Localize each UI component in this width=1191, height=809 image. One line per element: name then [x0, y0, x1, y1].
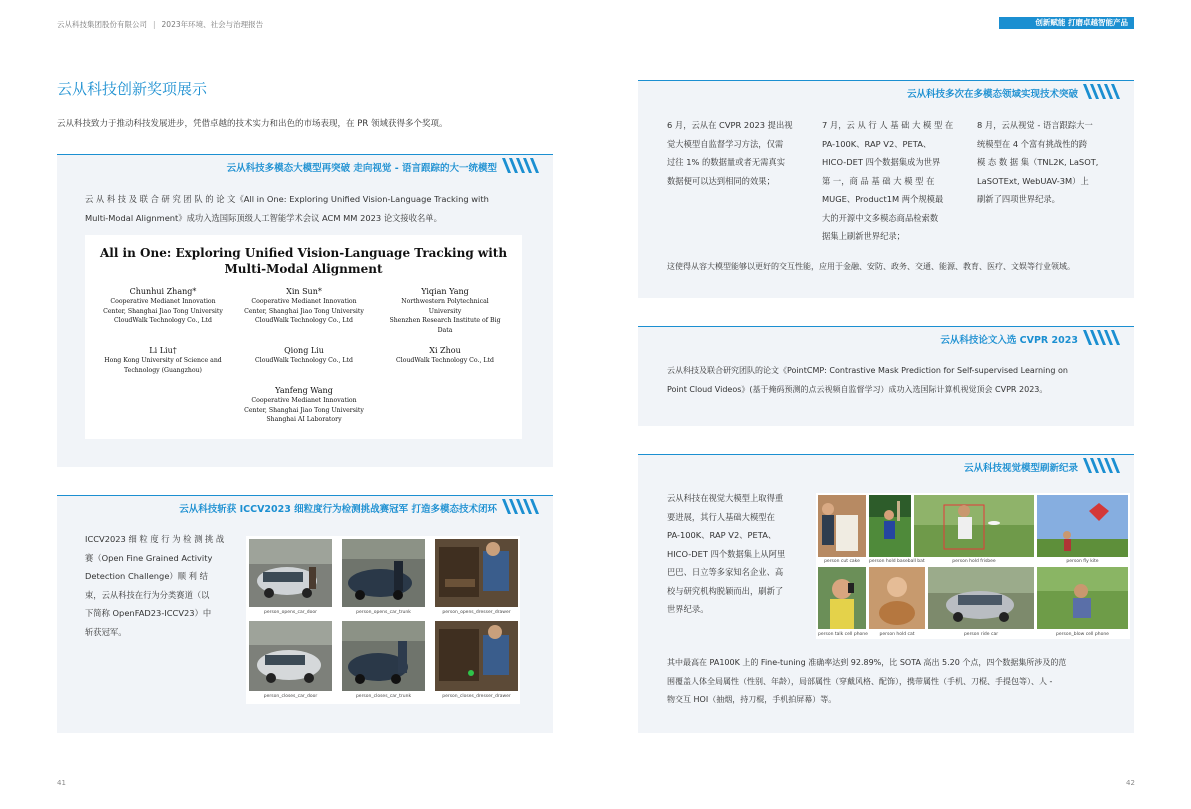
paper-title-line: Multi-Modal Alignment	[224, 262, 383, 276]
photo-caption: person_opens_dresser_drawer	[442, 610, 511, 615]
photo-person-baseball-bat	[869, 495, 911, 557]
footer-line: 物交互 HOI（抽烟，持刀棍，手机拍屏幕）等。	[667, 695, 837, 704]
stripes-decoration-icon	[500, 157, 548, 174]
box-body	[667, 361, 1127, 399]
body-line: PA-100K、RAP V2、PETA、	[822, 138, 932, 149]
box-footer: 这使得从容大模型能够以更好的交互性能，应用于金融、安防、政务、交通、能源、教育、医疗、文娱等行业领域。	[667, 262, 1075, 271]
box-top-rule	[638, 326, 1134, 327]
company-name: 云从科技集团股份有限公司	[57, 20, 147, 29]
author-affiliation: Technology (Guangzhou)	[124, 366, 202, 374]
author-affiliation: Center, Shanghai Jiao Tong University	[244, 307, 364, 315]
photo-car-trunk-open	[342, 539, 425, 607]
author-name: Li Liu†	[149, 346, 177, 355]
intro-text: 云从科技致力于推动科技发展进步，凭借卓越的技术实力和出色的市场表现，在 PR 领域获得多个奖项。	[57, 119, 448, 129]
body-line: 过往 1% 的数据量或者无需真实	[667, 157, 786, 167]
author-affiliation: University	[428, 307, 462, 315]
body-line: 第 一，商 品 基 础 大 模 型 在	[822, 175, 935, 186]
author-affiliation: Cooperative Medianet Innovation	[110, 298, 216, 305]
page-number-right: 42	[1126, 779, 1135, 787]
author-name: Yanfeng Wang	[275, 386, 333, 395]
body-line: PA-100K、RAP V2、PETA、	[667, 530, 777, 540]
body-line: 云 从 科 技 及 联 合 研 究 团 队 的 论 文《All in One: Exploring Unified Vision-Language Tracking with	[85, 194, 489, 204]
paper-author	[233, 386, 375, 425]
photo-person-cell-phone	[818, 567, 866, 629]
photo-caption: person fly kite	[1066, 559, 1099, 564]
header-divider: |	[153, 20, 156, 29]
box-top-rule	[57, 495, 553, 496]
paper-author	[233, 287, 375, 326]
body-line: 据集上刷新世界纪录；	[822, 231, 905, 241]
body-line: 赛（Open Fine Grained Activity	[85, 552, 213, 563]
body-line: 刷新了四项世界纪录。	[977, 194, 1060, 204]
body-line: 统模型在 4 个富有挑战性的跨	[977, 138, 1088, 149]
body-line: 云从科技及联合研究团队的论文《PointCMP: Contrastive Mask Prediction for Self-supervised Learning on	[667, 366, 1068, 375]
body-line: 校与研究机构脱颖而出，刷新了	[667, 585, 784, 596]
author-affiliation: Center, Shanghai Jiao Tong University	[103, 307, 223, 315]
photo-caption: person_blow cell phone	[1056, 632, 1109, 637]
box-title: 云从科技多次在多模态领域实现技术突破	[906, 89, 1078, 100]
footer-line: 围覆盖人体全局属性（性别、年龄），局部属性（穿戴风格、配饰），携带属性（手机、刀棍、手提包等）、人 -	[667, 676, 1053, 686]
photo-caption: person_opens_car_trunk	[356, 610, 411, 615]
body-line: Detection Challenge）顺 利 结	[85, 571, 208, 581]
box-title: 云从科技视觉模型刷新纪录	[963, 463, 1078, 474]
author-affiliation: Cooperative Medianet Innovation	[251, 298, 357, 305]
stripes-decoration-icon	[1081, 83, 1129, 100]
photo-person-cut-cake	[818, 495, 866, 557]
author-affiliation: Hong Kong University of Science and	[104, 357, 222, 364]
award-box-cvpr2023	[638, 326, 1134, 426]
report-name: 2023年环境、社会与治理报告	[161, 20, 264, 29]
author-affiliation: CloudWalk Technology Co., Ltd	[396, 357, 494, 364]
body-line: Point Cloud Videos》(基于掩码预测的点云视频自监督学习）成功入选国际计算机视觉顶会 CVPR 2023。	[667, 385, 1048, 394]
footer-line: 其中最高在 PA100K 上的 Fine-tuning 准确率达到 92.89%，比 SOTA 高出 5.20 个点，四个数据集所涉及的范	[667, 658, 1067, 667]
hoi-photo-grid	[816, 493, 1130, 639]
column-august	[977, 116, 1117, 209]
author-affiliation: Data	[437, 326, 453, 334]
body-line: 数据便可以达到相同的效果；	[667, 175, 775, 186]
photo-person-fly-kite	[1037, 495, 1128, 557]
box-top-rule	[57, 154, 553, 155]
column-june	[667, 116, 807, 190]
photo-caption: person_closes_car_trunk	[355, 694, 412, 699]
body-line: 大的开源中文多模态商品检索数	[822, 212, 939, 223]
author-affiliation: CloudWalk Technology Co., Ltd	[255, 357, 353, 364]
body-line: 下简称 OpenFAD23-ICCV23）中	[85, 608, 212, 618]
page-title: 云从科技创新奖项展示	[57, 80, 208, 98]
paper-author	[233, 346, 375, 366]
photo-caption: person hold baseball bat	[869, 559, 925, 564]
body-line: 6 月，云从在 CVPR 2023 提出视	[667, 120, 793, 130]
body-line: 束，云从科技在行为分类赛道（以	[85, 589, 210, 600]
body-line: 觉大模型自监督学习方法，仅需	[667, 138, 784, 149]
photo-dresser-drawer-open	[435, 539, 518, 607]
author-name: Yiqian Yang	[421, 287, 469, 296]
box-body	[667, 489, 807, 619]
photo-caption: person hold cat	[879, 632, 915, 637]
photo-person-hold-cat	[869, 567, 925, 629]
author-name: Chunhui Zhang*	[129, 287, 197, 296]
body-line: ICCV2023 细 粒 度 行 为 检 测 挑 战	[85, 534, 225, 544]
body-line: 8 月，云从视觉 - 语言跟踪大一	[977, 120, 1093, 130]
author-affiliation: Shanghai AI Laboratory	[266, 416, 342, 423]
report-header	[57, 19, 263, 30]
photo-car-door-close	[249, 621, 332, 691]
photo-caption: person ride car	[963, 632, 999, 637]
paper-author	[374, 287, 516, 335]
box-title: 云从科技斩获 ICCV2023 细粒度行为检测挑战赛冠军 打造多模态技术闭环	[179, 504, 497, 515]
paper-author	[92, 287, 234, 326]
stripes-decoration-icon	[1081, 329, 1129, 346]
section-tag: 创新赋能 打磨卓越智能产品	[999, 17, 1134, 29]
photo-caption: person hold frisbee	[952, 559, 996, 564]
box-body	[85, 190, 530, 228]
body-line: 要进展，其行人基础大模型在	[667, 511, 775, 522]
body-line: HICO-DET 四个数据集成为世界	[822, 157, 941, 167]
body-line: LaSOTExt, WebUAV-3M）上	[977, 175, 1089, 186]
photo-caption: person cut cake	[824, 559, 860, 564]
stripes-decoration-icon	[1081, 457, 1129, 474]
author-affiliation: Center, Shanghai Jiao Tong University	[244, 406, 364, 414]
body-line: 斩获冠军。	[85, 626, 127, 637]
paper-title-line: All in One: Exploring Unified Vision-Language Tracking with	[99, 246, 508, 260]
paper-title-page-image	[85, 235, 522, 439]
page-number-left: 41	[57, 779, 66, 787]
author-affiliation: Cooperative Medianet Innovation	[251, 397, 357, 404]
photo-person-frisbee	[914, 495, 1034, 557]
photo-caption: person_closes_dresser_drawer	[442, 694, 511, 699]
photo-person-ride-car	[928, 567, 1034, 629]
box-title: 云从科技论文入选 CVPR 2023	[940, 335, 1078, 346]
author-affiliation: CloudWalk Technology Co., Ltd	[114, 317, 212, 324]
body-line: 7 月，云 从 行 人 基 础 大 模 型 在	[822, 120, 954, 130]
body-line: 模 态 数 据 集（TNL2K, LaSOT,	[977, 157, 1099, 167]
paper-author	[92, 346, 234, 375]
author-affiliation: Northwestern Polytechnical	[401, 298, 489, 305]
author-affiliation: CloudWalk Technology Co., Ltd	[255, 317, 353, 324]
body-line: 世界纪录。	[667, 604, 709, 614]
author-name: Xi Zhou	[429, 346, 461, 355]
photo-dresser-drawer-close	[435, 621, 518, 691]
photo-caption: person_closes_car_door	[263, 694, 318, 699]
box-title: 云从科技多模态大模型再突破 走向视觉 - 语言跟踪的大一统模型	[226, 163, 497, 174]
author-name: Xin Sun*	[286, 287, 322, 296]
column-july	[822, 116, 962, 246]
photo-car-door-open	[249, 539, 332, 607]
body-line: MUGE、Product1M 两个规模最	[822, 194, 944, 204]
body-line: HICO-DET 四个数据集上从阿里	[667, 548, 786, 559]
photo-caption: person talk cell phone	[818, 632, 868, 637]
box-body	[85, 530, 255, 641]
box-footer	[667, 654, 1127, 710]
photo-person-blow-cell-phone	[1037, 567, 1128, 629]
body-line: 云从科技在视觉大模型上取得重	[667, 493, 784, 503]
author-name: Qiong Liu	[284, 346, 324, 355]
paper-author	[374, 346, 516, 366]
photo-caption: person_opens_car_door	[263, 610, 318, 615]
activity-photo-grid	[246, 536, 520, 704]
body-line: 巴巴、日立等多家知名企业、高	[667, 567, 784, 577]
photo-car-trunk-close	[342, 621, 425, 691]
body-line: Multi-Modal Alignment》成功入选国际顶级人工智能学术会议 ACM MM 2023 论文接收名单。	[85, 213, 442, 223]
box-top-rule	[638, 80, 1134, 81]
author-affiliation: Shenzhen Research Institute of Big	[389, 317, 501, 324]
award-box-multimodal-breakthroughs	[638, 80, 1134, 298]
stripes-decoration-icon	[500, 498, 548, 515]
box-top-rule	[638, 454, 1134, 455]
